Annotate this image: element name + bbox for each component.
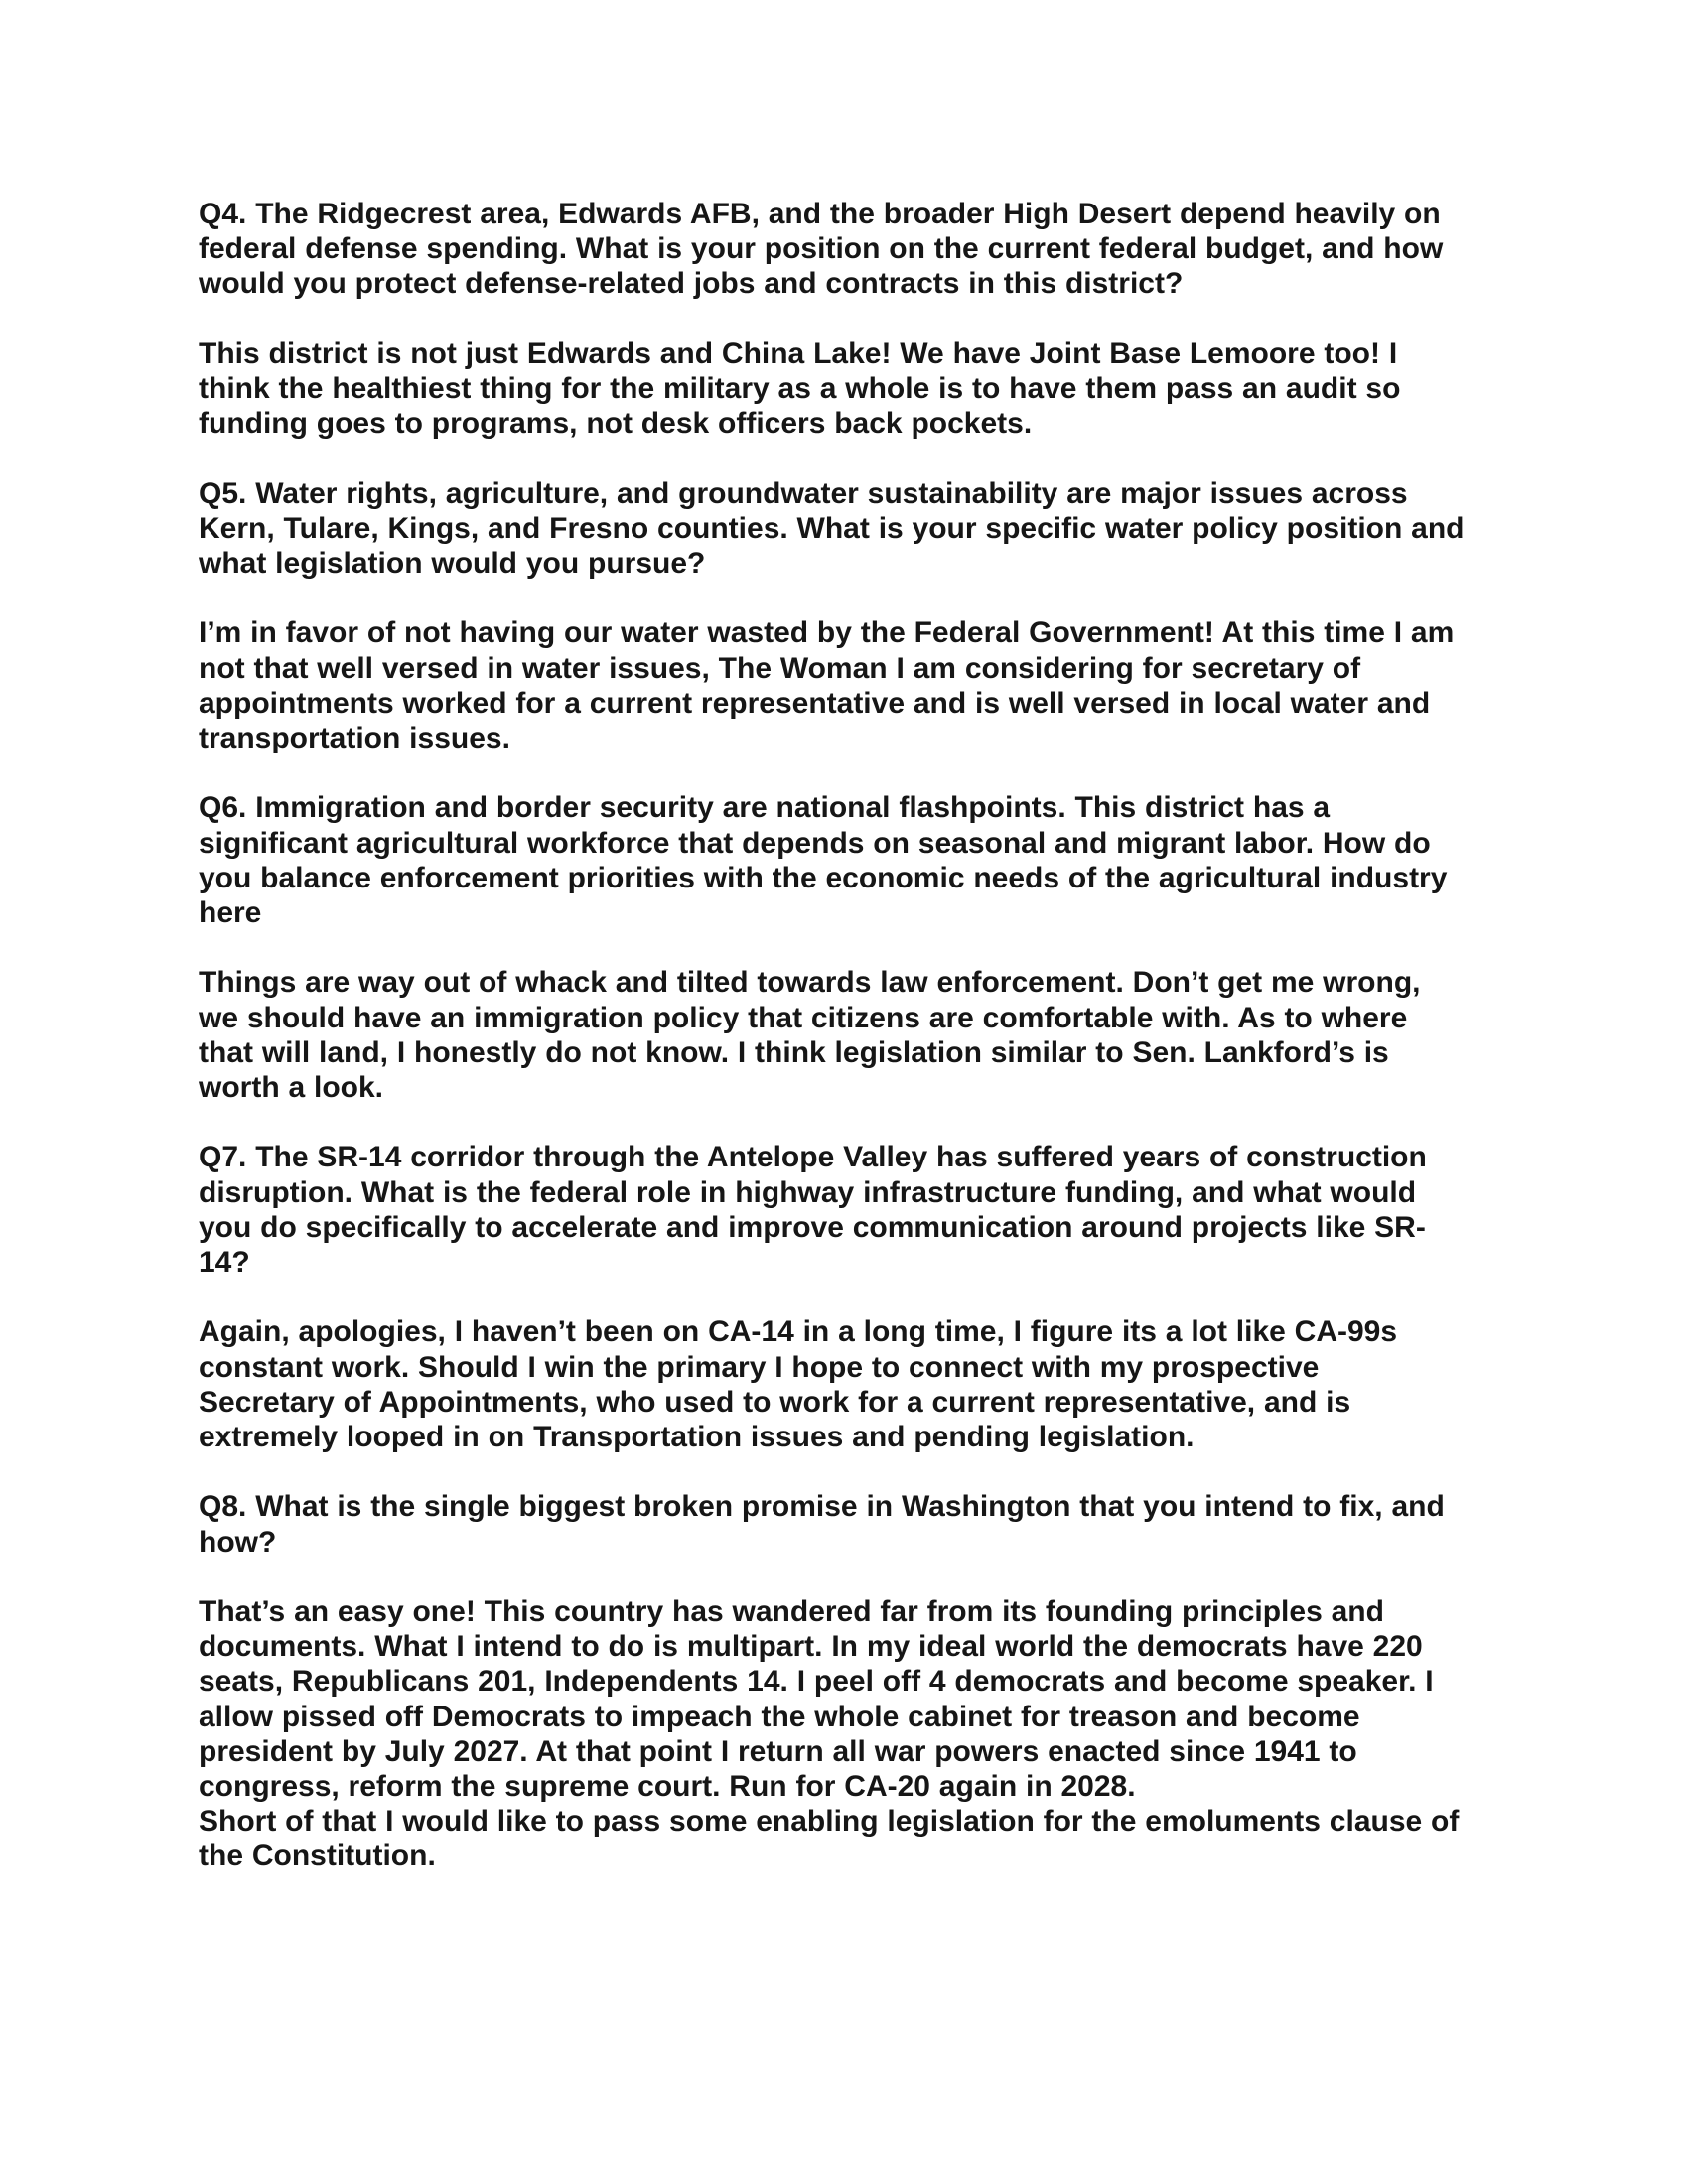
question-q4: Q4. The Ridgecrest area, Edwards AFB, and the broader High Desert depend heavily on federal defense spending. What is your position on the current federal budget, and how would you protect defense-related jobs and contracts in this district? xyxy=(199,198,1444,301)
answer-q4: This district is not just Edwards and China Lake! We have Joint Base Lemoore too! I think the healthiest thing for the military as a whole is to have them pass an audit so funding goes to programs, not desk officers back pockets. xyxy=(199,337,1401,441)
question-q6: Q6. Immigration and border security are national flashpoints. This district has a significant agricultural workforce that depends on seasonal and migrant labor. How do you balance enforcement priorities with the economic needs of the agricultural industry here xyxy=(199,791,1448,929)
answer-q5: I’m in favor of not having our water wasted by the Federal Government! At this time I am not that well versed in water issues, The Woman I am considering for secretary of appointments worked for a current representative and is well versed in local water and transportation issues. xyxy=(199,616,1455,754)
question-q8: Q8. What is the single biggest broken promise in Washington that you intend to fix, and how? xyxy=(199,1490,1445,1559)
answer-q8: That’s an easy one! This country has wandered far from its founding principles and documents. What I intend to do is multipart. In my ideal world the democrats have 220 seats, Republicans 201, Independents 14. I peel off 4 democrats and become speaker. I allow pissed off Democrats to impeach the whole cabinet for treason and become president by July 2027. At that point I return all war powers enacted since 1941 to congress, reform the supreme court. Run for CA-20 again in 2028. Short of that I would like to pass some enabling legislation for the emoluments clause of the Constitution. xyxy=(199,1594,1460,1873)
question-q7: Q7. The SR-14 corridor through the Antelope Valley has suffered years of construction disruption. What is the federal role in highway infrastructure funding, and what would you do specifically to accelerate and improve communication around projects like SR- 14? xyxy=(199,1141,1427,1279)
document-page xyxy=(199,197,1489,1874)
answer-q6: Things are way out of whack and tilted towards law enforcement. Don’t get me wrong, we should have an immigration policy that citizens are comfortable with. As to where that will land, I honestly do not know. I think legislation similar to Sen. Lankford’s is worth a look. xyxy=(199,966,1421,1104)
question-q5: Q5. Water rights, agriculture, and groundwater sustainability are major issues across Kern, Tulare, Kings, and Fresno counties. What is your specific water policy position and what legislation would you pursue? xyxy=(199,477,1465,580)
answer-q7: Again, apologies, I haven’t been on CA-14 in a long time, I figure its a lot like CA-99s constant work. Should I win the primary I hope to connect with my prospective Secretary of Appointments, who used to work for a current representative, and is extremely looped in on Transportation issues and pending legislation. xyxy=(199,1315,1398,1453)
